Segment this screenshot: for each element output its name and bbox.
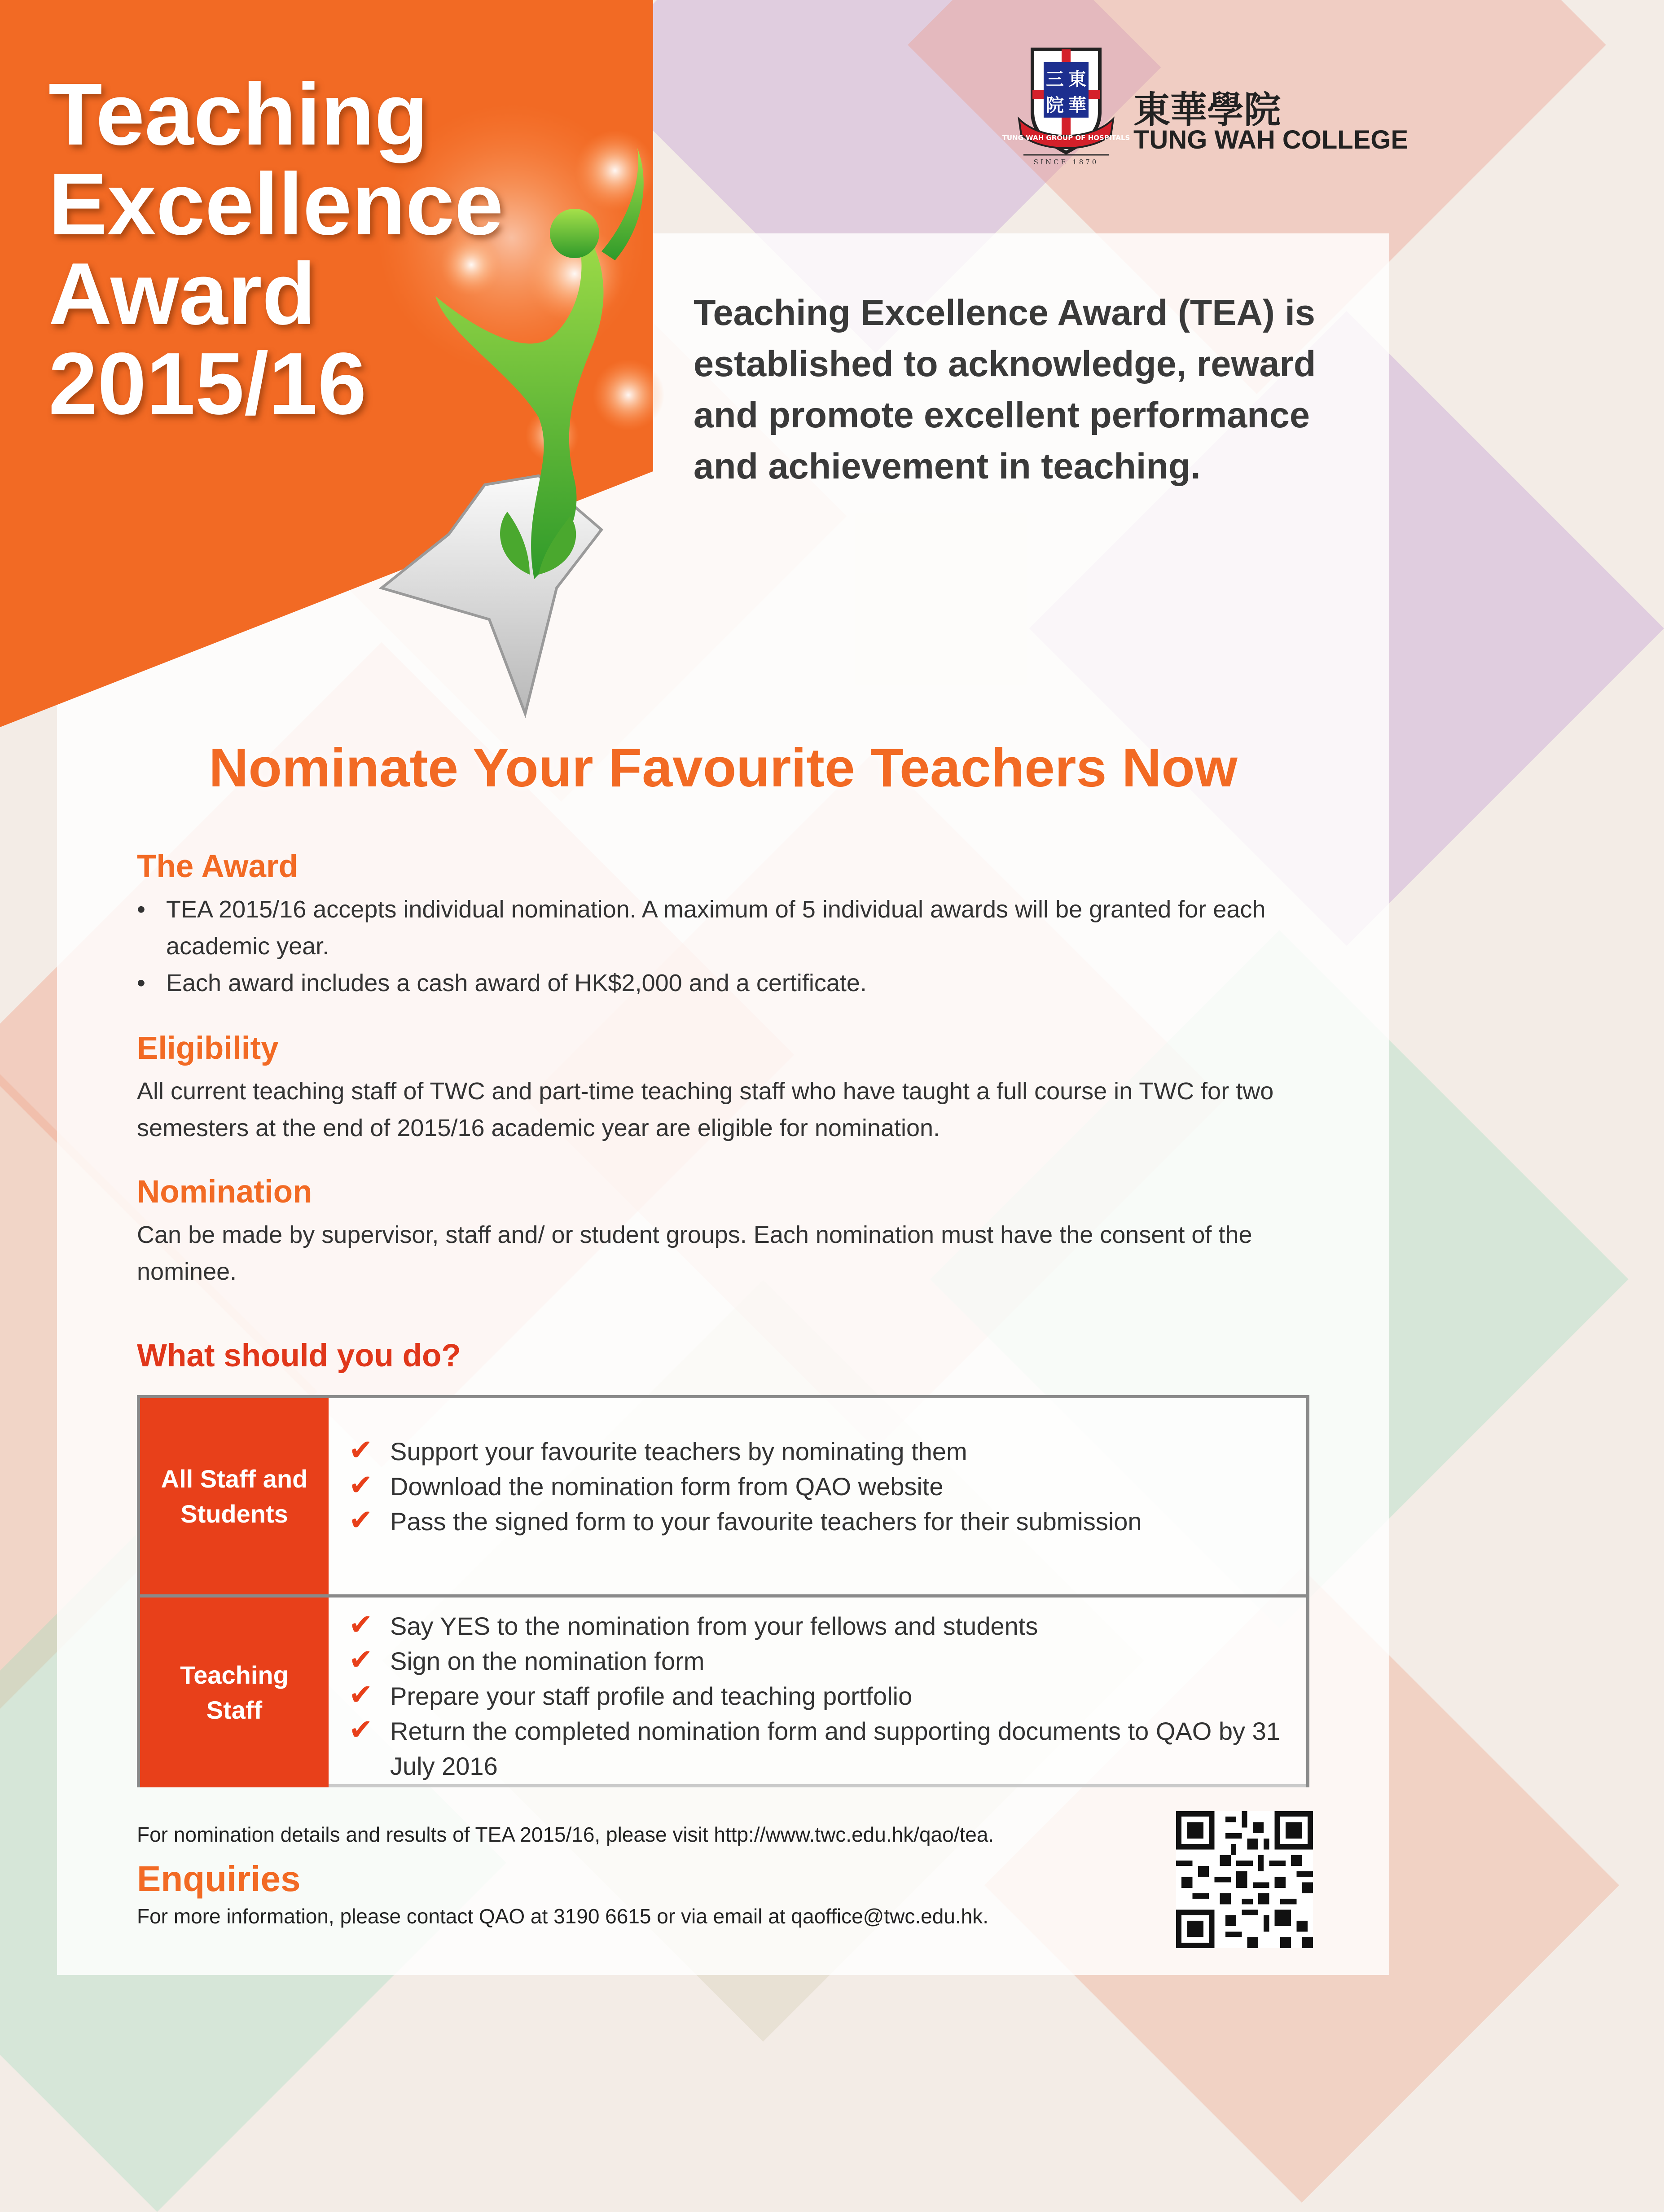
enquiries-text: For more information, please contact QAO at 3190 6615 or via email at qaoffice@twc.edu.hk. bbox=[137, 1905, 989, 1928]
item-text: Return the completed nomination form and supporting documents to QAO by 31 July 2016 bbox=[390, 1717, 1280, 1780]
qr-code-icon bbox=[1176, 1811, 1313, 1948]
title-line: Teaching bbox=[48, 65, 428, 163]
check-icon: ✔ bbox=[349, 1434, 373, 1467]
award-heading: The Award bbox=[137, 849, 299, 884]
check-icon: ✔ bbox=[349, 1608, 373, 1641]
nomination-text: Can be made by supervisor, staff and/ or student groups. Each nomination must have the consent of the nominee. bbox=[137, 1221, 1252, 1285]
crest-char: 院 bbox=[1046, 95, 1064, 116]
details-note: For nomination details and results of TEA 2015/16, please visit http://www.twc.edu.hk/qao/tea. bbox=[137, 1823, 994, 1846]
list-item: • Each award includes a cash award of HK$2,000 and a certificate. bbox=[137, 965, 1313, 1001]
list-item bbox=[349, 1714, 1288, 1784]
check-icon: ✔ bbox=[349, 1504, 373, 1537]
crest-char: 華 bbox=[1068, 95, 1086, 116]
list-item: • TEA 2015/16 accepts individual nomination. A maximum of 5 individual awards will be granted for each academic year. bbox=[137, 891, 1313, 965]
row-label-text: Teaching Staff bbox=[180, 1660, 289, 1724]
college-name-cn: 東華學院 bbox=[1133, 89, 1281, 132]
table-row bbox=[140, 1598, 1306, 1787]
title-line: Award bbox=[48, 245, 316, 343]
crest-char: 東 bbox=[1068, 69, 1086, 90]
list-item bbox=[349, 1434, 1288, 1469]
poster-title bbox=[48, 65, 504, 433]
row-label-text: All Staff and Students bbox=[161, 1464, 308, 1528]
item-text: Download the nomination form from QAO website bbox=[390, 1472, 944, 1501]
list-item bbox=[349, 1504, 1288, 1539]
todo-heading: What should you do? bbox=[137, 1338, 461, 1374]
crest-since: SINCE 1870 bbox=[1033, 158, 1099, 166]
eligibility-heading: Eligibility bbox=[137, 1031, 279, 1066]
row-items bbox=[329, 1398, 1306, 1594]
row-label bbox=[140, 1598, 329, 1787]
award-list bbox=[137, 891, 1313, 1001]
list-item bbox=[349, 1609, 1288, 1644]
check-icon: ✔ bbox=[349, 1643, 373, 1677]
college-logo bbox=[1002, 45, 1409, 166]
title-line: Excellence bbox=[48, 155, 504, 253]
intro-statement: Teaching Excellence Award (TEA) is established to acknowledge, reward and promote excellent performance and achievement in teaching. bbox=[694, 293, 1316, 487]
check-icon: ✔ bbox=[349, 1713, 373, 1747]
enquiries-heading: Enquiries bbox=[137, 1859, 301, 1899]
nomination-heading: Nomination bbox=[137, 1174, 312, 1210]
row-label bbox=[140, 1398, 329, 1594]
crest-char: 三 bbox=[1046, 69, 1064, 90]
check-icon: ✔ bbox=[349, 1469, 373, 1502]
row-items bbox=[329, 1598, 1306, 1787]
item-text: Prepare your staff profile and teaching portfolio bbox=[390, 1682, 913, 1710]
title-line: 2015/16 bbox=[48, 334, 367, 433]
todo-table bbox=[137, 1395, 1309, 1787]
item-text: Say YES to the nomination from your fellows and students bbox=[390, 1612, 1038, 1640]
check-icon: ✔ bbox=[349, 1678, 373, 1712]
list-item bbox=[349, 1469, 1288, 1504]
college-name-en: TUNG WAH COLLEGE bbox=[1133, 125, 1409, 154]
list-item bbox=[349, 1679, 1288, 1714]
crest-icon bbox=[1002, 45, 1130, 166]
headline: Nominate Your Favourite Teachers Now bbox=[209, 737, 1238, 798]
list-item bbox=[349, 1644, 1288, 1679]
item-text: Sign on the nomination form bbox=[390, 1647, 705, 1675]
item-text: Pass the signed form to your favourite teachers for their submission bbox=[390, 1507, 1142, 1536]
crest-motto: TUNG WAH GROUP OF HOSPITALS bbox=[1002, 134, 1130, 142]
row-divider bbox=[140, 1594, 1306, 1598]
table-row bbox=[140, 1398, 1306, 1594]
item-text: Support your favourite teachers by nominating them bbox=[390, 1437, 967, 1466]
eligibility-text: All current teaching staff of TWC and part-time teaching staff who have taught a full course in TWC for two semesters at the end of 2015/16 academic year are eligible for nomination. bbox=[137, 1078, 1274, 1141]
